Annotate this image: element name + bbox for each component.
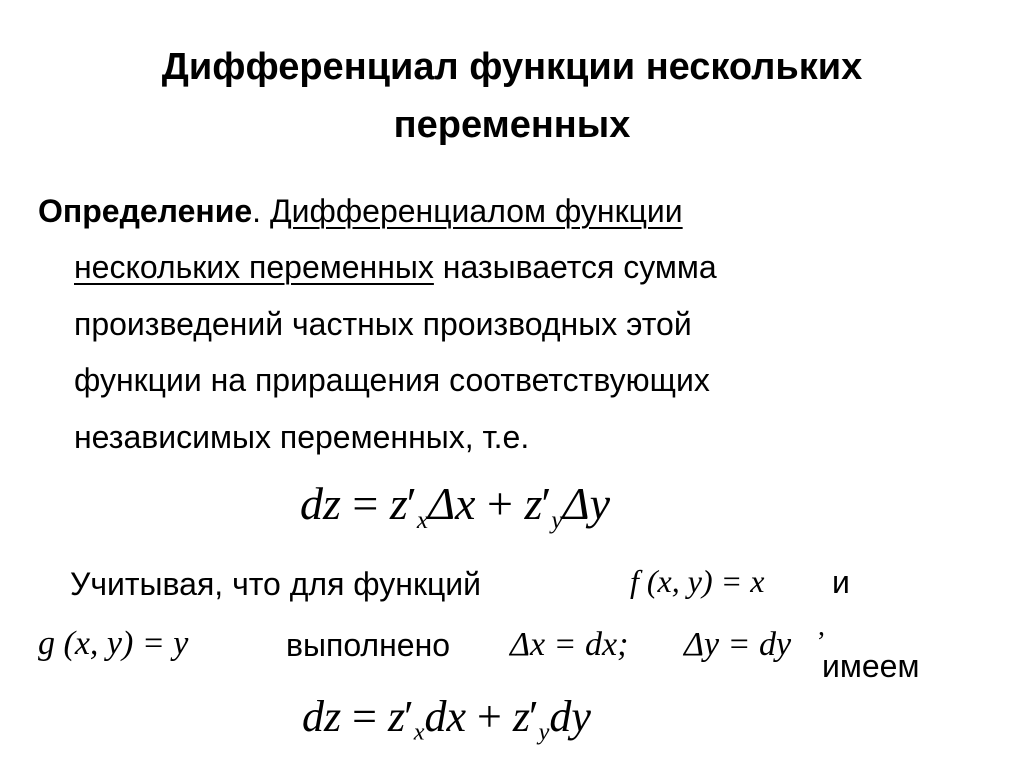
formula1-sub2: y — [551, 505, 563, 534]
formula2-prime1: ′ — [404, 692, 414, 741]
formula2-z2: z — [512, 692, 530, 741]
title-line-2: переменных — [393, 104, 631, 146]
definition-line-2-rest: называется сумма — [442, 249, 717, 285]
definition-line-2 — [74, 247, 717, 287]
definition-line-5: независимых переменных, т.е. — [74, 419, 530, 455]
formula-f-def: f (x, y) = x — [630, 563, 765, 599]
slide-title — [0, 38, 1024, 154]
text-fulfilled: выполнено — [286, 627, 451, 663]
formula2-prime2: ′ — [528, 692, 539, 741]
definition-term-part-1: Дифференциалом функции — [269, 193, 683, 229]
definition-term-part-2: нескольких переменных — [74, 249, 434, 285]
formula1-dy: Δy — [562, 478, 611, 529]
definition-label: Определение — [38, 193, 253, 229]
formula2-z1: z — [387, 692, 406, 741]
formula-dy-eq: Δy = dy — [684, 626, 792, 663]
definition-line-3: произведений частных производных этой — [74, 306, 692, 342]
formula1-prime2: ′ — [541, 478, 552, 529]
formula2-plus: + — [476, 692, 502, 741]
formula2-lhs: dz — [302, 692, 342, 741]
formula1-prime1: ′ — [406, 478, 417, 529]
formula1-z1: z — [389, 478, 408, 529]
formula1-sub1: x — [416, 505, 429, 534]
text-have: имеем — [822, 648, 920, 684]
formula1-eq: = — [352, 478, 379, 529]
formula2-eq: = — [352, 692, 377, 741]
formula1-lhs: dz — [300, 478, 341, 529]
formula-differential-increments — [300, 476, 610, 532]
formula1-dx: Δx — [428, 478, 476, 529]
formula2-dy: dy — [549, 692, 591, 741]
formula-g-def: g (x, y) = y — [38, 625, 189, 662]
definition-line-1 — [38, 191, 683, 231]
text-comma: , — [818, 611, 825, 642]
definition-line-4: функции на приращения соответствующих — [74, 362, 710, 398]
title-line-1: Дифференциал функции нескольких — [161, 46, 863, 88]
formula1-z2: z — [524, 478, 543, 529]
definition-label-dot: . — [252, 193, 262, 229]
text-considering: Учитывая, что для функций — [70, 566, 482, 602]
formula-dx-eq: Δx = dx; — [510, 626, 629, 663]
formula2-dx: dx — [424, 692, 466, 741]
formula1-plus: + — [486, 478, 513, 529]
formula2-sub1: x — [413, 718, 425, 746]
text-and: и — [832, 564, 850, 600]
formula2-sub2: y — [538, 718, 550, 746]
formula-differential-dx-dy — [302, 690, 591, 744]
